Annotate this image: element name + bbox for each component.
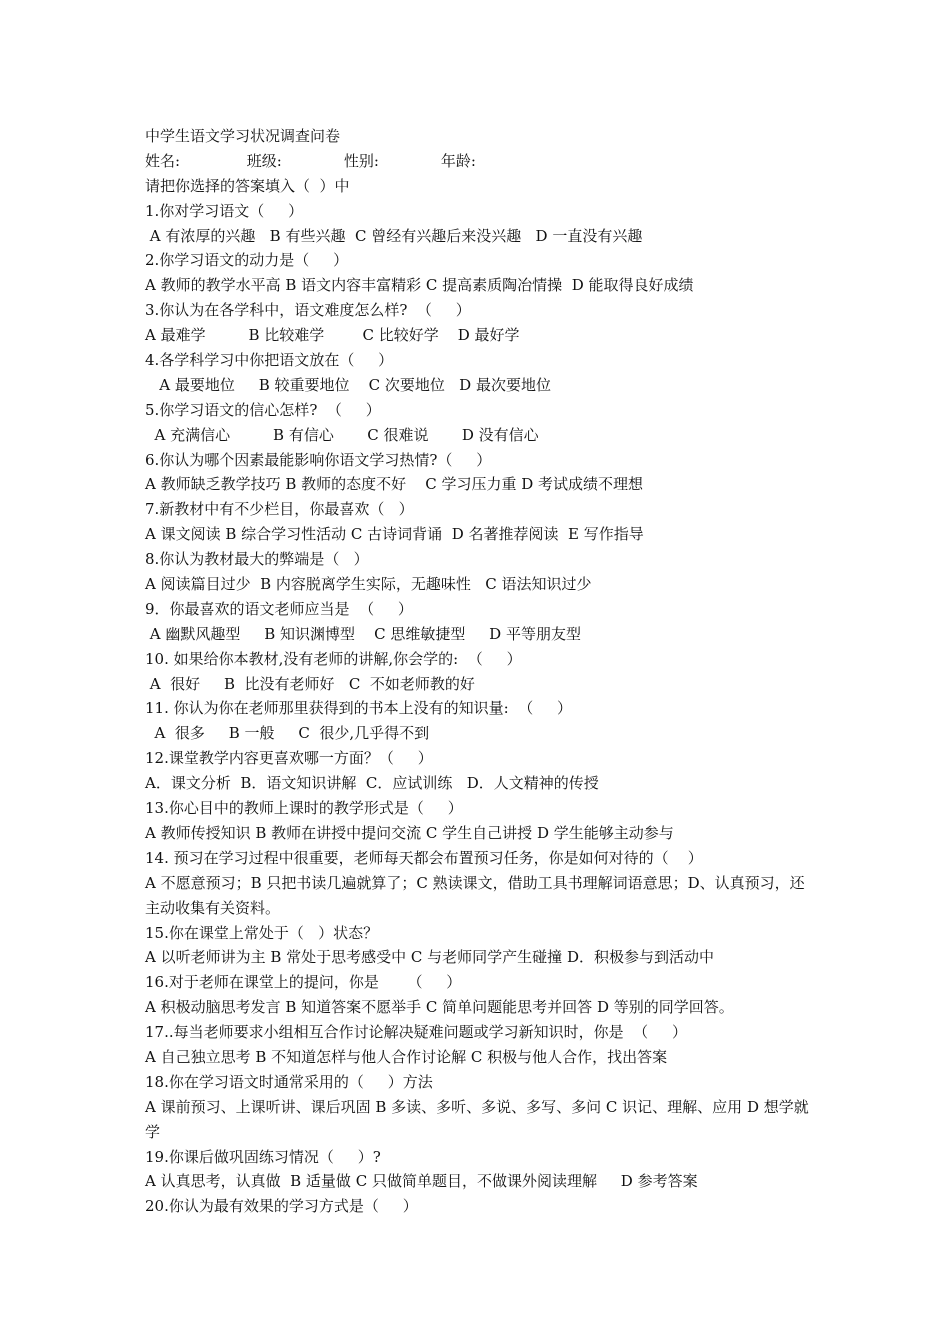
answer-options-1: A 有浓厚的兴趣 B 有些兴趣 C 曾经有兴趣后来没兴趣 D 一直没有兴趣: [145, 226, 643, 245]
question-3: 3.你认为在各学科中，语文难度怎么样? （ ）: [145, 301, 471, 320]
answer-options-13: A 教师传授知识 B 教师在讲授中提问交流 C 学生自己讲授 D 学生能够主动参与: [145, 823, 674, 842]
student-info-line: 姓名: 班级: 性别: 年龄:: [145, 151, 476, 170]
question-14: 14. 预习在学习过程中很重要，老师每天都会布置预习任务，你是如何对待的（ ）: [145, 848, 703, 867]
answer-options-5: A 充满信心 B 有信心 C 很难说 D 没有信心: [145, 425, 539, 444]
question-19: 19.你课后做巩固练习情况（ ）?: [145, 1147, 381, 1166]
question-17: 17..每当老师要求小组相互合作讨论解决疑难问题或学习新知识时，你是 （ ）: [145, 1023, 688, 1042]
answer-options-7: A 课文阅读 B 综合学习性活动 C 古诗词背诵 D 名著推荐阅读 E 写作指导: [145, 525, 644, 544]
answer-options-18: A 课前预习、上课听讲、课后巩固 B 多读、多听、多说、多写、多问 C 识记、理解、应用 D 想学就学: [145, 1097, 809, 1141]
questionnaire: [145, 124, 815, 1219]
question-7: 7.新教材中有不少栏目，你最喜欢（ ）: [145, 500, 414, 519]
question-11: 11. 你认为你在老师那里获得到的书本上没有的知识量: （ ）: [145, 699, 573, 718]
answer-options-4: A 最要地位 B 较重要地位 C 次要地位 D 最次要地位: [145, 375, 551, 394]
question-5: 5.你学习语文的信心怎样? （ ）: [145, 400, 381, 419]
question-10: 10. 如果给你本教材,没有老师的讲解,你会学的: （ ）: [145, 649, 522, 668]
instruction-text: 请把你选择的答案填入（ ）中: [145, 176, 350, 195]
answer-options-16: A 积极动脑思考发言 B 知道答案不愿举手 C 简单问题能思考并回答 D 等别的同学回答。: [145, 998, 734, 1017]
document-title: 中学生语文学习状况调查问卷: [145, 127, 341, 145]
question-12: 12.课堂教学内容更喜欢哪一方面？（ ）: [145, 749, 433, 768]
question-6: 6.你认为哪个因素最能影响你语文学习热情?（ ）: [145, 450, 492, 469]
answer-options-12: A．课文分析 B．语文知识讲解 C．应试训练 D．人文精神的传授: [145, 774, 599, 793]
question-4: 4.各学科学习中你把语文放在（ ）: [145, 351, 394, 370]
question-15: 15.你在课堂上常处于（ ）状态？: [145, 923, 379, 942]
question-8: 8.你认为教材最大的弊端是（ ）: [145, 550, 369, 569]
answer-options-2: A 教师的教学水平高 B 语文内容丰富精彩 C 提高素质陶冶情操 D 能取得良好成绩: [145, 276, 694, 295]
answer-options-9: A 幽默风趣型 B 知识渊博型 C 思维敏捷型 D 平等朋友型: [145, 624, 581, 643]
question-18: 18.你在学习语文时通常采用的（ ）方法: [145, 1072, 433, 1091]
answer-options-10: A 很好 B 比没有老师好 C 不如老师教的好: [145, 674, 475, 693]
question-13: 13.你心目中的教师上课时的教学形式是（ ）: [145, 799, 463, 818]
question-9: 9．你最喜欢的语文老师应当是 （ ）: [145, 599, 413, 618]
question-2: 2.你学习语文的动力是（ ）: [145, 251, 349, 270]
answer-options-11: A 很多 B 一般 C 很少,几乎得不到: [145, 724, 430, 743]
answer-options-15: A 以听老师讲为主 B 常处于思考感受中 C 与老师同学产生碰撞 D．积极参与到活动中: [145, 948, 714, 967]
answer-options-14: A 不愿意预习；B 只把书读几遍就算了；C 熟读课文，借助工具书理解词语意思；D、认真预习，还主动收集有关资料。: [145, 873, 805, 917]
question-1: 1.你对学习语文（ ）: [145, 201, 304, 220]
answer-options-6: A 教师缺乏教学技巧 B 教师的态度不好 C 学习压力重 D 考试成绩不理想: [145, 475, 644, 494]
question-16: 16.对于老师在课堂上的提问，你是 （ ）: [145, 973, 462, 992]
answer-options-19: A 认真思考，认真做 B 适量做 C 只做简单题目，不做课外阅读理解 D 参考答案: [145, 1172, 698, 1191]
answer-options-8: A 阅读篇目过少 B 内容脱离学生实际，无趣味性 C 语法知识过少: [145, 575, 592, 594]
answer-options-17: A 自己独立思考 B 不知道怎样与他人合作讨论解 C 积极与他人合作，找出答案: [145, 1047, 668, 1066]
question-20: 20.你认为最有效果的学习方式是（ ）: [145, 1197, 418, 1216]
answer-options-3: A 最难学 B 比较难学 C 比较好学 D 最好学: [145, 326, 520, 345]
